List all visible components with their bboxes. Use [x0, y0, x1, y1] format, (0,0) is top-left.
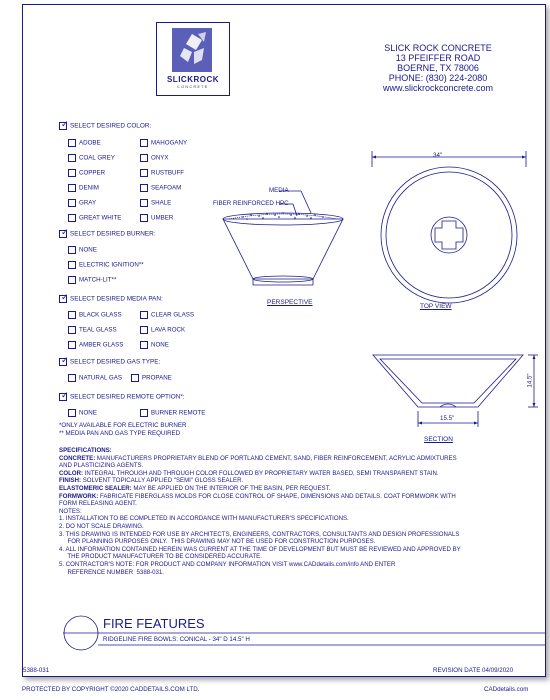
perspective-drawing [193, 175, 373, 315]
top-view-dimension: 34" [433, 152, 443, 159]
media-header-label: SELECT DESIRED MEDIA PAN: [70, 295, 163, 303]
company-address-1: 13 PFEIFFER ROAD [395, 53, 481, 63]
color-option-gray[interactable] [68, 199, 96, 207]
media-header-checkbox[interactable]: ✓ [61, 292, 69, 302]
remote-option-none[interactable] [68, 409, 97, 417]
option-label: NONE [79, 246, 97, 254]
checkbox[interactable] [68, 261, 76, 269]
option-label: DENIM [79, 184, 99, 192]
checkbox[interactable] [68, 139, 76, 147]
note-2: 2. DO NOT SCALE DRAWING. [59, 522, 144, 530]
remote-option-burner[interactable] [140, 409, 205, 417]
logo-mark-icon [172, 28, 212, 72]
checkbox[interactable] [140, 341, 148, 349]
gas-header-checkbox[interactable]: ✓ [61, 355, 69, 365]
option-label: NONE [79, 409, 97, 417]
company-logo [156, 22, 230, 96]
reference-number: 5388-031 [23, 667, 50, 674]
option-label: ELECTRIC IGNITION** [79, 261, 144, 269]
media-option-amber-glass[interactable] [68, 341, 123, 349]
burner-option-match-lit[interactable] [68, 276, 116, 284]
color-option-seafoam[interactable] [140, 184, 181, 192]
gas-option-natural[interactable] [68, 374, 122, 382]
color-header-label: SELECT DESIRED COLOR: [70, 122, 152, 130]
company-info [363, 43, 513, 93]
option-label: MATCH-LIT** [79, 276, 117, 284]
spec-finish-text: SOLVENT TOPICALLY APPLIED "SEMI" GLOSS SEALER. [81, 477, 244, 485]
checkbox[interactable] [140, 154, 148, 162]
spec-concrete-label: CONCRETE: [59, 454, 96, 462]
option-label: AMBER GLASS [79, 341, 124, 349]
gas-header [59, 355, 161, 366]
checkbox[interactable] [68, 276, 76, 284]
company-name: SLICK ROCK CONCRETE [384, 43, 492, 53]
media-header [59, 292, 163, 303]
color-option-onyx[interactable] [140, 154, 169, 162]
footer-site-link[interactable]: CADdetails.com [484, 686, 529, 693]
burner-header-label: SELECT DESIRED BURNER: [70, 230, 156, 238]
remote-header [59, 390, 185, 401]
checkbox[interactable] [140, 199, 148, 207]
company-address-2: BOERNE, TX 78006 [397, 63, 479, 73]
section-caption: SECTION [424, 436, 453, 443]
spec-finish-label: FINISH: [59, 477, 82, 485]
checkbox[interactable] [140, 139, 148, 147]
spec-sealer-text: MAY BE APPLIED ON THE INTERIOR OF THE BASIN, PER REQUEST. [131, 484, 331, 492]
color-option-copper[interactable] [68, 169, 105, 177]
logo-subtext: CONCRETE [177, 85, 209, 89]
color-option-shale[interactable] [140, 199, 171, 207]
fiber-label: FIBER REINFORCED HPC [213, 200, 289, 207]
option-label: LAVA ROCK [151, 326, 186, 334]
media-option-none[interactable] [140, 341, 169, 349]
logo-text: SLICKROCK [166, 75, 220, 84]
spec-formwork-text-2: FORM RELEASING AGENT. [59, 500, 137, 508]
note-3b: FOR PLANNING PURPOSES ONLY. THIS DRAWING MAY NOT BE USED FOR CONSTRUCTION PURPOSES. [59, 538, 376, 546]
remote-header-checkbox[interactable]: ✓ [61, 390, 69, 400]
option-label: PROPANE [142, 374, 172, 382]
media-option-black-glass[interactable] [68, 311, 122, 319]
checkbox[interactable] [140, 326, 148, 334]
checkbox[interactable] [68, 169, 76, 177]
note-1: 1. INSTALLATION TO BE COMPLETED IN ACCORDANCE WITH MANUFACTURER'S SPECIFICATIONS. [59, 515, 349, 523]
color-option-adobe[interactable] [68, 139, 101, 147]
color-option-rustbuff[interactable] [140, 169, 184, 177]
color-option-denim[interactable] [68, 184, 99, 192]
option-label: ONYX [151, 154, 169, 162]
color-header-checkbox[interactable]: ✓ [61, 119, 69, 129]
option-label: BURNER REMOTE [151, 409, 206, 417]
checkbox[interactable] [131, 374, 139, 382]
checkbox[interactable] [68, 341, 76, 349]
spec-color-text: INTEGRAL THROUGH AND THROUGH COLOR FOLLOWED BY PROPRIETARY WATER BASED, SEMI TRANSPARENT STAIN. [83, 469, 439, 477]
option-label: BLACK GLASS [79, 311, 122, 319]
checkbox[interactable] [140, 184, 148, 192]
option-label: TEAL GLASS [79, 326, 117, 334]
option-label: GRAY [79, 199, 97, 207]
remote-note-1: *ONLY AVAILABLE FOR ELECTRIC BURNER [59, 422, 187, 429]
note-5: 5. CONTRACTOR'S NOTE: FOR PRODUCT AND COMPANY INFORMATION VISIT www.CADdetails.com/info AND ENTER [59, 560, 396, 568]
option-label: COPPER [79, 169, 106, 177]
spec-concrete-text-2: AND PLASTICIZING AGENTS. [59, 462, 144, 470]
option-label: COAL GREY [79, 154, 115, 162]
option-label: NONE [151, 341, 169, 349]
remote-header-label: SELECT DESIRED REMOTE OPTION*: [70, 393, 185, 401]
checkbox[interactable] [68, 311, 76, 319]
note-3: 3. THIS DRAWING IS INTENDED FOR USE BY ARCHITECTS, ENGINEERS, CONTRACTORS, CONSULTANTS AND DESIGN PROFESSIONALS [59, 530, 460, 538]
checkbox[interactable] [68, 184, 76, 192]
burner-option-none[interactable] [68, 246, 97, 254]
checkbox[interactable] [68, 154, 76, 162]
checkbox[interactable] [140, 169, 148, 177]
media-option-lava-rock[interactable] [140, 326, 185, 334]
notes-title: NOTES: [59, 507, 82, 515]
spec-sealer-label: ELASTOMERIC SEALER: [59, 484, 132, 492]
copyright-text: PROTECTED BY COPYRIGHT ©2020 CADDETAILS.COM LTD. [22, 686, 200, 693]
color-header [59, 119, 152, 130]
specifications [59, 447, 529, 576]
color-option-umber[interactable] [140, 214, 173, 222]
burner-header-checkbox[interactable]: ✓ [61, 227, 69, 237]
checkbox[interactable] [68, 199, 76, 207]
media-option-clear-glass[interactable] [140, 311, 194, 319]
checkbox[interactable] [68, 409, 76, 417]
spec-color-label: COLOR: [59, 469, 84, 477]
option-label: UMBER [151, 214, 174, 222]
gas-option-propane[interactable] [131, 374, 172, 382]
option-label: MAHOGANY [151, 139, 188, 147]
media-option-teal-glass[interactable] [68, 326, 117, 334]
remote-note-2: ** MEDIA PAN AND GAS TYPE REQUIRED [59, 430, 181, 437]
section-height-dimension: 14.5" [526, 373, 534, 388]
top-view-caption: TOP VIEW [420, 303, 452, 310]
spec-concrete-text: MANUFACTURERS PROPRIETARY BLEND OF PORTLAND CEMENT, SAND, FIBER REINFORCEMENT, ACRYLIC ADMIXTURES [95, 454, 457, 462]
checkbox[interactable] [140, 409, 148, 417]
company-website[interactable]: www.slickrockconcrete.com [382, 83, 494, 93]
checkbox[interactable] [68, 326, 76, 334]
gas-header-label: SELECT DESIRED GAS TYPE: [70, 358, 161, 366]
checkbox[interactable] [68, 374, 76, 382]
option-label: CLEAR GLASS [151, 311, 194, 319]
option-label: RUSTBUFF [151, 169, 184, 177]
color-option-great-white[interactable] [68, 214, 121, 222]
checkbox[interactable] [68, 246, 76, 254]
option-label: ADOBE [79, 139, 101, 147]
option-label: NATURAL GAS [79, 374, 122, 382]
checkbox[interactable] [140, 311, 148, 319]
spec-title: SPECIFICATIONS: [59, 447, 112, 454]
company-phone: PHONE: (830) 224-2080 [388, 73, 488, 83]
section-width-dimension: 15.5" [440, 415, 455, 422]
note-4b: THE PRODUCT MANUFACTURER TO BE CONSIDERED ACCURATE. [59, 553, 262, 561]
option-label: SEAFOAM [151, 184, 182, 192]
perspective-caption: PERSPECTIVE [267, 299, 313, 306]
drawing-sheet [22, 4, 546, 677]
top-view-drawing [368, 145, 528, 310]
media-label: MEDIA [269, 187, 289, 194]
checkbox[interactable] [140, 214, 148, 222]
title-block-frame [23, 613, 545, 653]
note-4: 4. ALL INFORMATION CONTAINED HEREIN WAS CURRENT AT THE TIME OF DEVELOPMENT BUT MUST BE REVIEWED AND APPROVED BY [59, 545, 461, 553]
color-option-coal-grey[interactable] [68, 154, 115, 162]
revision-date: REVISION DATE 04/09/2020 [433, 667, 514, 674]
option-label: GREAT WHITE [79, 214, 122, 222]
spec-formwork-text: FABRICATE FIBERGLASS MOLDS FOR CLOSE CONTROL OF SHAPE, DIMENSIONS AND DETAILS. COAT FORMWORK WITH [98, 492, 456, 500]
burner-header [59, 227, 156, 238]
section-drawing [368, 345, 538, 445]
burner-option-electric[interactable] [68, 261, 144, 269]
note-5b: REFERENCE NUMBER 5388-031. [59, 568, 164, 576]
color-option-mahogany[interactable] [140, 139, 187, 147]
option-label: SHALE [151, 199, 172, 207]
title-block-title: FIRE FEATURES [103, 616, 205, 631]
checkbox[interactable] [68, 214, 76, 222]
spec-formwork-label: FORMWORK: [59, 492, 99, 500]
title-block-subtitle: RIDGELINE FIRE BOWLS: CONICAL - 34" D 14.5" H [103, 636, 250, 643]
